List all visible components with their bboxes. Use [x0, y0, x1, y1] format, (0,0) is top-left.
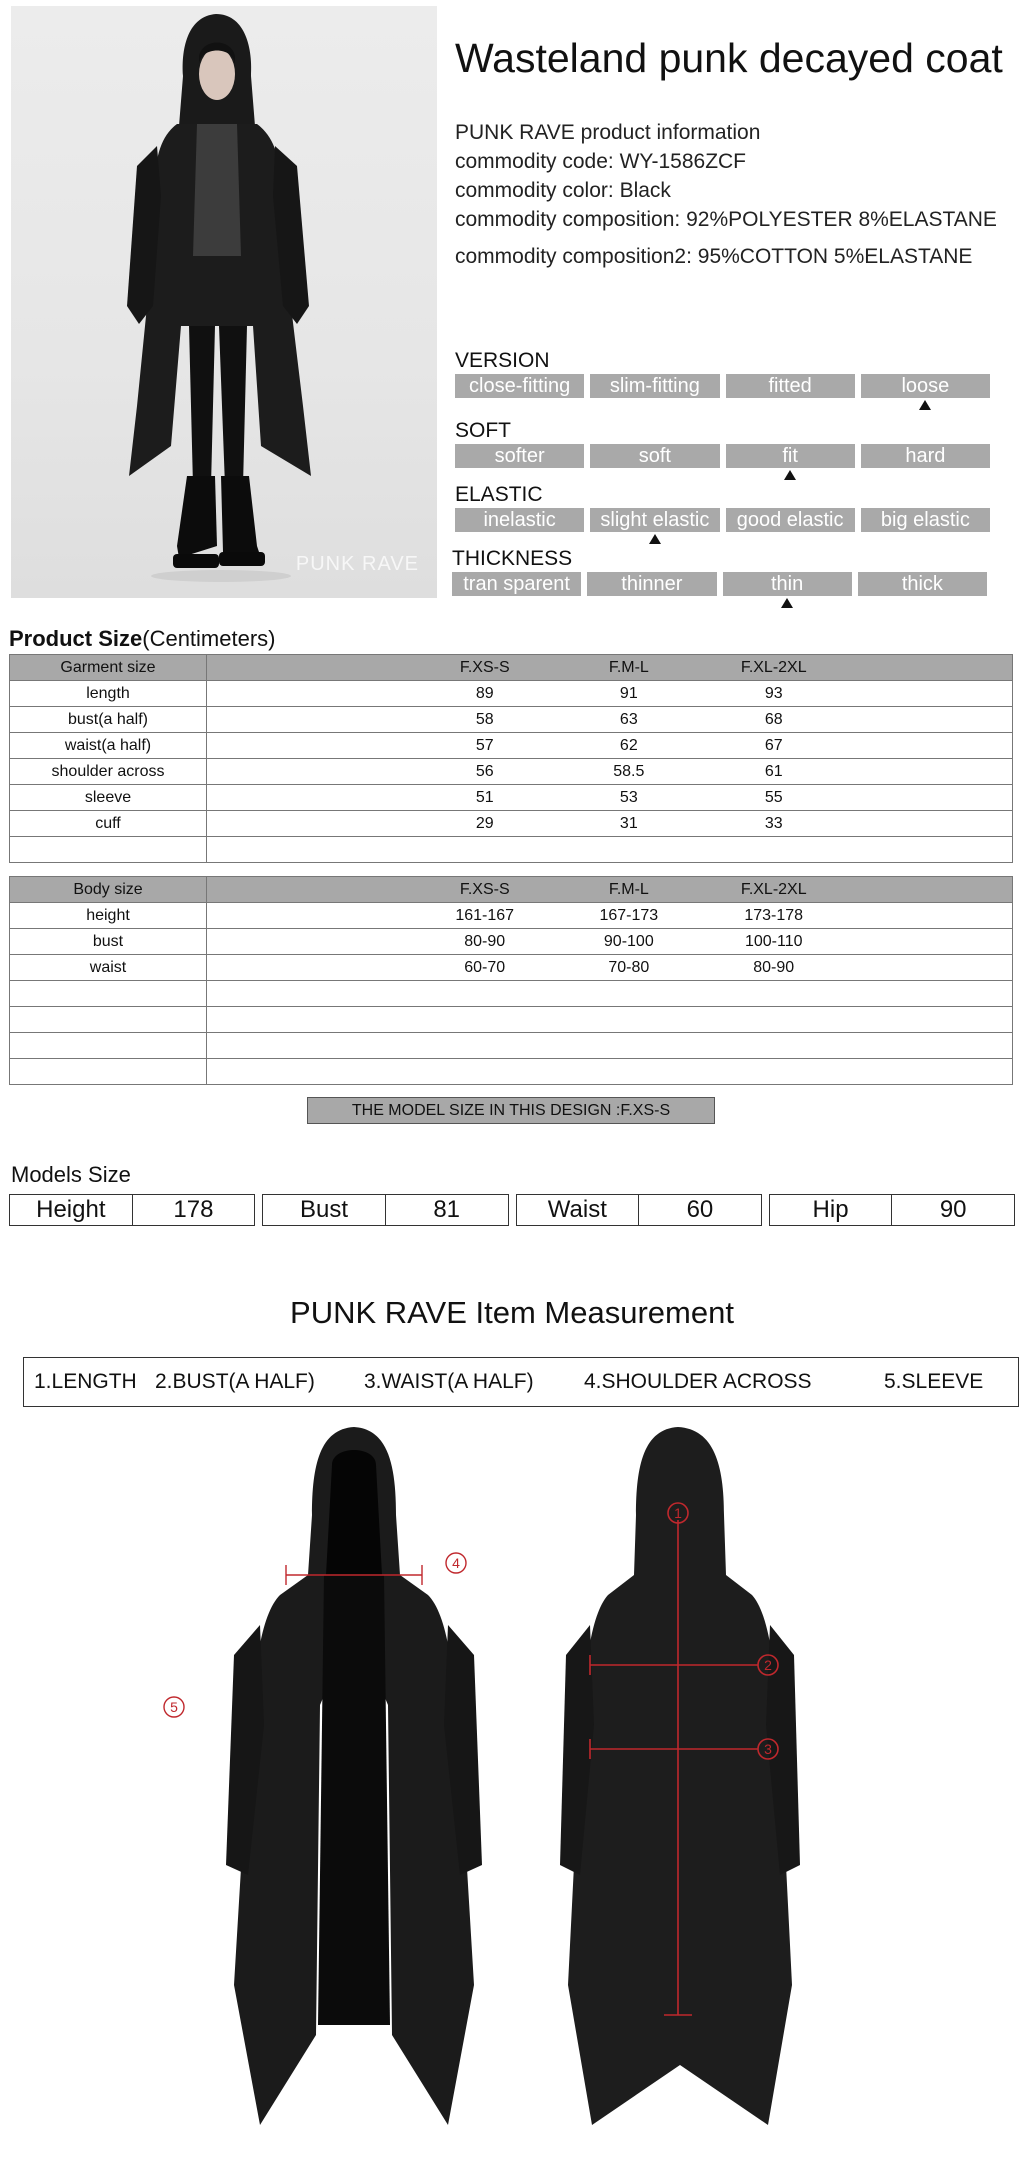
model-size-note: THE MODEL SIZE IN THIS DESIGN :F.XS-S — [307, 1097, 715, 1124]
table-header-size: F.XS-S — [459, 658, 510, 676]
table-cell-value: 90-100 — [603, 932, 654, 950]
table-header-size: F.M-L — [608, 658, 649, 676]
table-row-label: waist — [10, 955, 207, 981]
measurement-item-sleeve: 5.SLEEVE — [884, 1370, 984, 1393]
table-values-cell — [207, 1033, 1013, 1059]
table-values-cell — [207, 785, 1013, 811]
table-row — [10, 837, 1013, 863]
attribute-marker-slot — [726, 398, 855, 412]
table-cell-value: 63 — [619, 710, 638, 728]
table-row — [10, 955, 1013, 981]
model-hip — [769, 1194, 1015, 1226]
table-header-size: F.XL-2XL — [740, 658, 807, 676]
attribute-option: close-fitting — [455, 374, 584, 398]
commodity-color-label: commodity color: — [455, 179, 614, 202]
attribute-elastic — [455, 484, 990, 546]
back-marker-2-label: 2 — [764, 1657, 772, 1673]
model-bust-value: 81 — [385, 1195, 508, 1225]
attribute-bars — [455, 444, 990, 468]
commodity-composition2-label: commodity composition2: — [455, 245, 692, 268]
table-row — [10, 1059, 1013, 1085]
commodity-composition-value: 92%POLYESTER 8%ELASTANE — [686, 208, 997, 231]
selected-triangle-icon — [919, 400, 931, 410]
product-size-title-unit: (Centimeters) — [142, 626, 276, 651]
table-row-label: shoulder across — [10, 759, 207, 785]
table-cell-value: 80-90 — [753, 958, 795, 976]
back-marker-1 — [666, 1501, 690, 1525]
table-header-row — [10, 655, 1013, 681]
model-waist-label: Waist — [547, 1196, 607, 1223]
attribute-marker-slot — [723, 596, 852, 610]
back-marker-3 — [756, 1737, 780, 1761]
coat-back-photo — [560, 1425, 800, 2145]
commodity-composition2-row — [455, 242, 997, 271]
table-row-label: length — [10, 681, 207, 707]
table-row — [10, 681, 1013, 707]
coat-back-illustration — [560, 1425, 800, 2145]
selected-triangle-icon — [649, 534, 661, 544]
front-marker-5-label: 5 — [170, 1699, 178, 1715]
commodity-color-row — [455, 176, 997, 205]
table-cell-value: 56 — [475, 762, 494, 780]
table-row — [10, 733, 1013, 759]
attribute-marker-slot — [587, 596, 716, 610]
attribute-option: thick — [858, 572, 987, 596]
measurement-item-bust: 2.BUST(A HALF) — [155, 1370, 315, 1393]
attribute-marker-slot — [590, 468, 719, 482]
measurement-title: PUNK RAVE Item Measurement — [290, 1295, 734, 1330]
table-cell-value: 62 — [619, 736, 638, 754]
attribute-option: fit — [726, 444, 855, 468]
product-info — [455, 118, 997, 271]
table-cell-value: 60-70 — [464, 958, 506, 976]
garment-size-table — [9, 654, 1013, 863]
table-row — [10, 759, 1013, 785]
table-header-size: F.XS-S — [459, 880, 510, 898]
table-values-cell — [207, 903, 1013, 929]
measurement-legend — [23, 1357, 1019, 1407]
table-values-cell — [207, 811, 1013, 837]
table-cell-value: 53 — [619, 788, 638, 806]
table-cell-value: 91 — [619, 684, 638, 702]
attribute-option: fitted — [726, 374, 855, 398]
attribute-bars — [455, 374, 990, 398]
selected-triangle-icon — [781, 598, 793, 608]
measurement-item-waist: 3.WAIST(A HALF) — [364, 1370, 534, 1393]
model-height-value: 178 — [132, 1195, 255, 1225]
table-row-label — [10, 981, 207, 1007]
table-row — [10, 903, 1013, 929]
table-cell-value: 51 — [475, 788, 494, 806]
attribute-marker-slot — [455, 398, 584, 412]
attribute-option: thin — [723, 572, 852, 596]
table-values-cell — [207, 955, 1013, 981]
front-marker-4 — [444, 1551, 468, 1575]
table-cell-value: 70-80 — [608, 958, 650, 976]
attribute-option: inelastic — [455, 508, 584, 532]
attribute-soft — [455, 420, 990, 482]
table-cell-value: 58 — [475, 710, 494, 728]
table-cell-value: 61 — [764, 762, 783, 780]
table-row-label — [10, 1007, 207, 1033]
table-row-label: waist(a half) — [10, 733, 207, 759]
table-row — [10, 785, 1013, 811]
models-size-title: Models Size — [11, 1162, 131, 1187]
attribute-marker-slot — [861, 532, 990, 546]
attribute-thickness — [452, 548, 987, 610]
product-title: Wasteland punk decayed coat — [455, 35, 1003, 82]
attribute-bars — [452, 572, 987, 596]
model-height — [9, 1194, 255, 1226]
back-marker-1-label: 1 — [674, 1505, 682, 1521]
attribute-option: loose — [861, 374, 990, 398]
table-cell-value: 58.5 — [613, 762, 645, 780]
attribute-label: THICKNESS — [452, 547, 573, 570]
table-row — [10, 981, 1013, 1007]
attribute-option: good elastic — [726, 508, 855, 532]
table-cell-value: 68 — [764, 710, 783, 728]
table-values-cell — [207, 1007, 1013, 1033]
attribute-option: tran sparent — [452, 572, 581, 596]
table-cell-value: 67 — [764, 736, 783, 754]
attribute-marker-slot — [726, 532, 855, 546]
product-size-title-bold: Product Size — [9, 626, 143, 651]
attribute-marker-slot — [455, 532, 584, 546]
attribute-marker-slot — [590, 398, 719, 412]
brand-line: PUNK RAVE product information — [455, 121, 761, 144]
table-header-row — [10, 877, 1013, 903]
back-marker-2 — [756, 1653, 780, 1677]
model-waist — [516, 1194, 762, 1226]
commodity-color-value: Black — [619, 179, 671, 202]
attribute-version — [455, 350, 990, 412]
attribute-marker-row — [455, 532, 990, 546]
attribute-marker-row — [455, 468, 990, 482]
attribute-marker-slot — [590, 532, 719, 546]
table-cell-value: 55 — [764, 788, 783, 806]
table-row-label — [10, 1059, 207, 1085]
table-values-cell — [207, 837, 1013, 863]
front-marker-4-label: 4 — [452, 1555, 460, 1571]
attribute-marker-slot — [858, 596, 987, 610]
attribute-option: big elastic — [861, 508, 990, 532]
table-row — [10, 811, 1013, 837]
attribute-option: thinner — [587, 572, 716, 596]
table-values-cell — [207, 759, 1013, 785]
table-header-cell: Body size — [10, 877, 207, 903]
models-size-row — [9, 1194, 1015, 1226]
table-row-label: sleeve — [10, 785, 207, 811]
table-cell-value: 31 — [619, 814, 638, 832]
commodity-code-row — [455, 147, 997, 176]
commodity-code-label: commodity code: — [455, 150, 614, 173]
front-marker-5 — [162, 1695, 186, 1719]
model-figure-illustration — [11, 6, 437, 598]
table-values-cell — [207, 929, 1013, 955]
model-bust — [262, 1194, 508, 1226]
table-cell-value: 89 — [475, 684, 494, 702]
table-row — [10, 707, 1013, 733]
table-row-label: cuff — [10, 811, 207, 837]
product-size-title — [9, 626, 276, 652]
back-marker-3-label: 3 — [764, 1741, 772, 1757]
attribute-marker-slot — [861, 468, 990, 482]
attribute-option: softer — [455, 444, 584, 468]
table-header-cell: Garment size — [10, 655, 207, 681]
table-values-cell — [207, 1059, 1013, 1085]
table-header-size: F.XL-2XL — [740, 880, 807, 898]
attribute-label: SOFT — [455, 419, 511, 442]
photo-watermark: PUNK RAVE — [295, 553, 419, 575]
measurement-item-shoulder: 4.SHOULDER ACROSS — [584, 1370, 812, 1393]
attribute-marker-row — [455, 398, 990, 412]
table-row-label: height — [10, 903, 207, 929]
commodity-composition2-value: 95%COTTON 5%ELASTANE — [697, 245, 973, 268]
table-values-cell — [207, 707, 1013, 733]
measurement-item-length: 1.LENGTH — [34, 1370, 137, 1393]
model-height-label: Height — [36, 1196, 106, 1223]
model-hip-label: Hip — [812, 1196, 849, 1223]
table-values-cell — [207, 733, 1013, 759]
table-cell-value: 33 — [764, 814, 783, 832]
table-cell-value: 100-110 — [744, 932, 803, 950]
attribute-marker-row — [452, 596, 987, 610]
table-cell-value: 29 — [475, 814, 494, 832]
selected-triangle-icon — [784, 470, 796, 480]
table-row-label — [10, 1033, 207, 1059]
coat-front-photo — [170, 1425, 488, 2145]
attribute-marker-slot — [726, 468, 855, 482]
table-cell-value: 161-167 — [455, 906, 515, 924]
attribute-bars — [455, 508, 990, 532]
attribute-label: ELASTIC — [455, 483, 543, 506]
table-row — [10, 929, 1013, 955]
attribute-label: VERSION — [455, 349, 550, 372]
attribute-option: slight elastic — [590, 508, 719, 532]
table-cell-value: 167-173 — [599, 906, 659, 924]
attribute-marker-slot — [861, 398, 990, 412]
attribute-marker-slot — [452, 596, 581, 610]
table-row-label — [10, 837, 207, 863]
table-cell-value: 80-90 — [464, 932, 506, 950]
table-header-size: F.M-L — [608, 880, 649, 898]
commodity-code-value: WY-1586ZCF — [619, 150, 747, 173]
body-size-table — [9, 876, 1013, 1085]
table-cell-value: 173-178 — [744, 906, 804, 924]
model-bust-label: Bust — [300, 1196, 349, 1223]
commodity-composition-row — [455, 205, 997, 234]
model-hip-value: 90 — [891, 1195, 1014, 1225]
table-cell-value: 93 — [764, 684, 783, 702]
table-row-label: bust(a half) — [10, 707, 207, 733]
attribute-marker-slot — [455, 468, 584, 482]
table-values-cell — [207, 655, 1013, 681]
table-row — [10, 1007, 1013, 1033]
table-values-cell — [207, 681, 1013, 707]
table-values-cell — [207, 877, 1013, 903]
model-waist-value: 60 — [638, 1195, 761, 1225]
table-cell-value: 57 — [475, 736, 494, 754]
attribute-option: soft — [590, 444, 719, 468]
table-row — [10, 1033, 1013, 1059]
table-row-label: bust — [10, 929, 207, 955]
coat-front-illustration — [220, 1425, 488, 2145]
table-values-cell — [207, 981, 1013, 1007]
attribute-option: slim-fitting — [590, 374, 719, 398]
commodity-composition-label: commodity composition: — [455, 208, 681, 231]
attribute-option: hard — [861, 444, 990, 468]
product-main-photo — [11, 6, 437, 598]
